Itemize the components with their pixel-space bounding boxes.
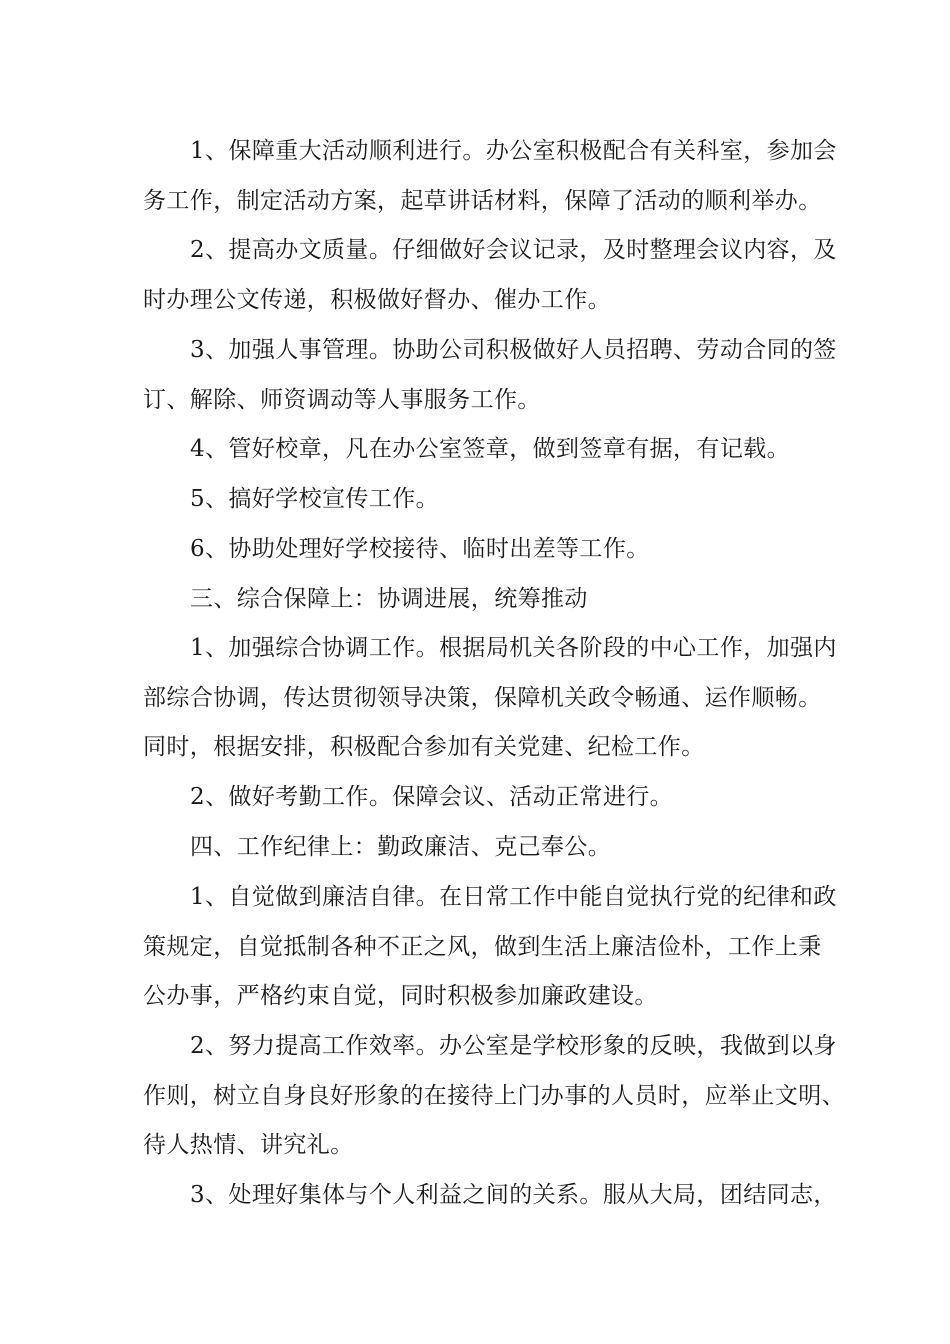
section-heading: 四、工作纪律上：勤政廉洁、克己奉公。: [190, 834, 612, 860]
text-line: 待人热情、讲究礼。: [143, 1132, 354, 1158]
text-line: 部综合协调，传达贯彻领导决策，保障机关政令畅通、运作顺畅。: [143, 685, 822, 711]
text-line: 1、加强综合协调工作。根据局机关各阶段的中心工作，加强内: [190, 635, 837, 661]
text-line: 1、保障重大活动顺利进行。办公室积极配合有关科室，参加会: [190, 138, 837, 164]
text-line: 3、加强人事管理。协助公司积极做好人员招聘、劳动合同的签: [190, 337, 837, 363]
text-line: 4、管好校章，凡在办公室签章，做到签章有据，有记载。: [190, 436, 791, 462]
text-line: 订、解除、师资调动等人事服务工作。: [143, 387, 541, 413]
text-line: 公办事，严格约束自觉，同时积极参加廉政建设。: [143, 983, 658, 1009]
text-line: 2、做好考勤工作。保障会议、活动正常进行。: [190, 784, 674, 810]
section-heading: 三、综合保障上：协调进展，统筹推动: [190, 586, 588, 612]
text-line: 作则，树立自身良好形象的在接待上门办事的人员时，应举止文明、: [143, 1083, 845, 1109]
text-line: 5、搞好学校宣传工作。: [190, 486, 440, 512]
text-line: 3、处理好集体与个人利益之间的关系。服从大局，团结同志，: [190, 1182, 837, 1208]
text-line: 务工作，制定活动方案，起草讲话材料，保障了活动的顺利举办。: [143, 188, 822, 214]
text-line: 时办理公文传递，积极做好督办、催办工作。: [143, 287, 611, 313]
text-line: 1、自觉做到廉洁自律。在日常工作中能自觉执行党的纪律和政: [190, 884, 837, 910]
text-line: 策规定，自觉抵制各种不正之风，做到生活上廉洁俭朴，工作上秉: [143, 934, 822, 960]
text-line: 同时，根据安排，积极配合参加有关党建、纪检工作。: [143, 734, 705, 760]
text-line: 2、提高办文质量。仔细做好会议记录，及时整理会议内容，及: [190, 237, 837, 263]
text-line: 2、努力提高工作效率。办公室是学校形象的反映，我做到以身: [190, 1033, 837, 1059]
text-line: 6、协助处理好学校接待、临时出差等工作。: [190, 536, 650, 562]
